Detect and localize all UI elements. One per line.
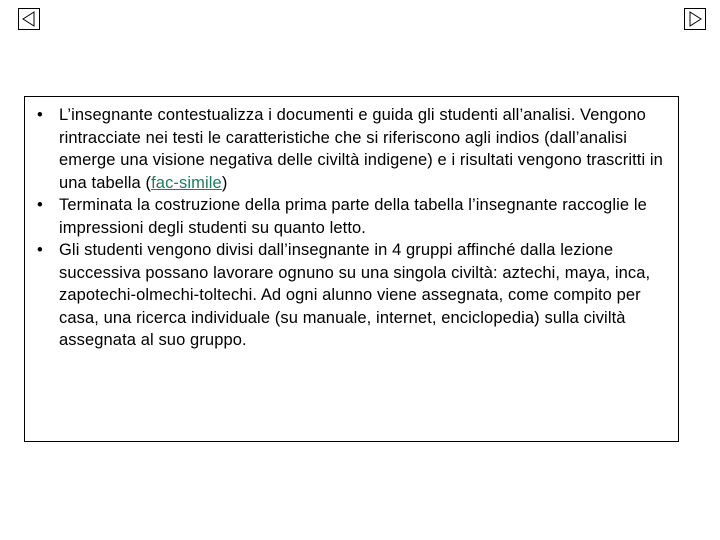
list-item [33,194,674,239]
list-item [33,104,674,194]
bullet-marker: • [37,106,43,124]
previous-slide-button[interactable] [18,8,40,30]
content-text-box [24,96,679,442]
next-slide-button[interactable] [684,8,706,30]
bullet-list [33,104,674,352]
bullet-marker: • [37,196,43,214]
fac-simile-link[interactable]: fac-simile [151,173,222,192]
bullet-text-after-link: ) [221,173,228,192]
bullet-text: Terminata la costruzione della prima parte della tabella l’insegnante raccoglie le impressioni degli studenti su quanto letto. [59,196,647,237]
bullet-text-before-link: L’insegnante contestualizza i documenti e guida gli studenti all’analisi. Vengono rintracciate nei testi le caratteristiche che si riferiscono agli indios (dall’analisi emerge una visione negativa delle civiltà indigene) e i risultati vengono trascritti in una tabella ( [59,106,663,192]
bullet-marker: • [37,241,43,259]
triangle-left-icon [19,9,39,29]
triangle-right-icon [685,9,705,29]
list-item [33,239,674,352]
bullet-text: Gli studenti vengono divisi dall’insegnante in 4 gruppi affinché dalla lezione successiva possano lavorare ognuno su una singola civiltà: aztechi, maya, inca, zapotechi-olmechi-toltechi. Ad ogni alunno viene assegnata, come compito per casa, una ricerca individuale (su manuale, internet, enciclopedia) sulla civiltà assegnata al suo gruppo. [59,241,651,349]
